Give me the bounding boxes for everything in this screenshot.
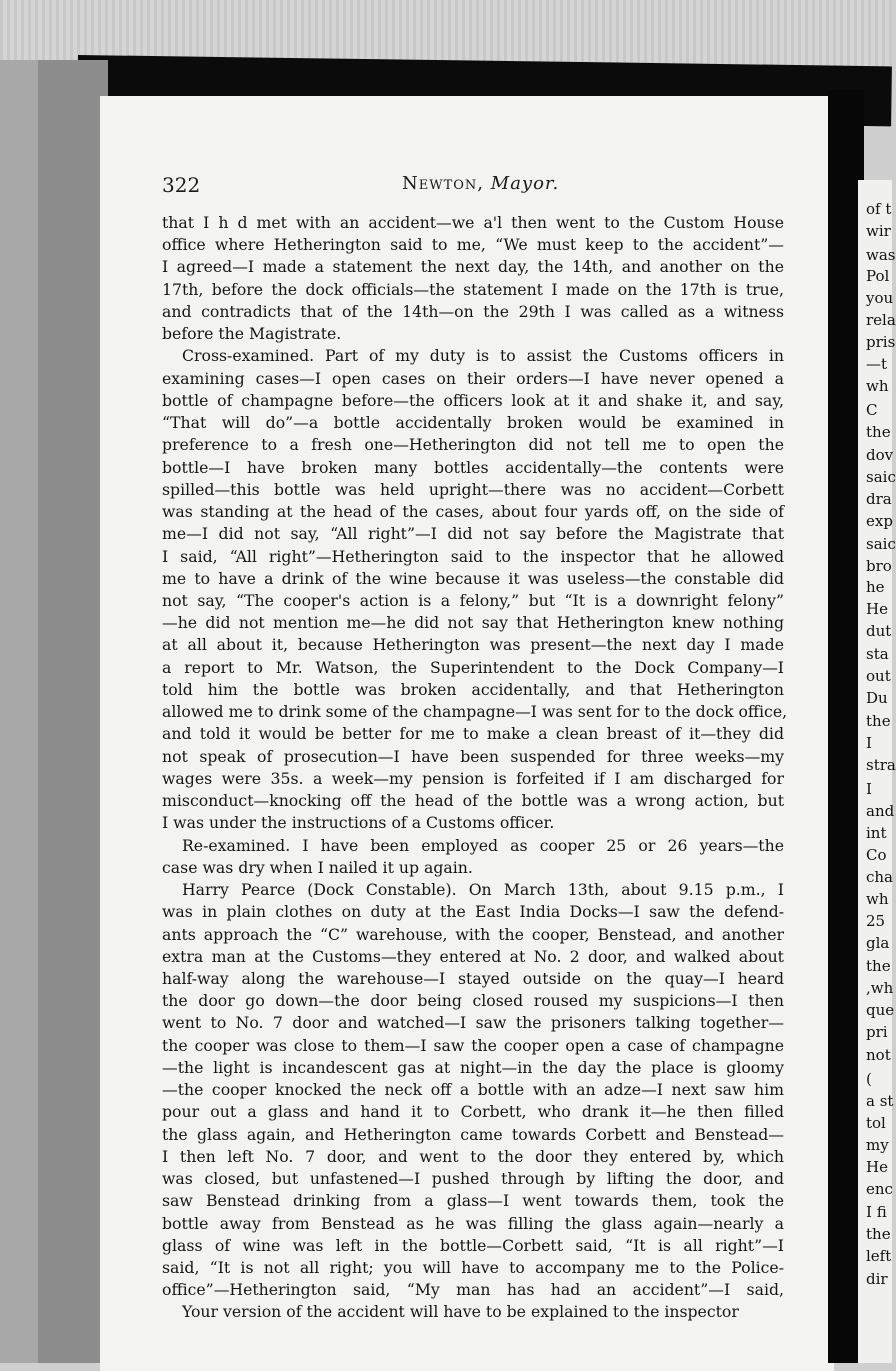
next-page-fragment: He <box>866 1158 888 1176</box>
next-page-fragment: rela <box>866 311 896 329</box>
text-line: “That will do”—a bottle accidentally broken would be examined in <box>162 413 784 433</box>
running-head <box>402 173 559 194</box>
text-line: wages were 35s. a week—my pension is forfeited if I am discharged for <box>162 768 784 788</box>
text-line: —he did not mention me—he did not say that Hetherington knew nothing <box>162 613 784 633</box>
next-page-fragment: wir <box>866 222 891 240</box>
text-line: that I h d met with an accident—we a'l then went to the Custom House <box>162 213 784 232</box>
text-line: the glass again, and Hetherington came towards Corbett and Benstead— <box>162 1124 784 1144</box>
next-page-fragment: dov <box>866 446 894 464</box>
text-line: the cooper was close to them—I saw the cooper open a case of champagne <box>162 1035 784 1055</box>
text-line: Cross-examined. Part of my duty is to assist the Customs officers in <box>182 346 784 366</box>
text-line: saw Benstead drinking from a glass—I went towards them, took the <box>162 1191 784 1211</box>
page-header <box>162 173 782 197</box>
text-line: me—I did not say, “All right”—I did not say before the Magistrate that <box>162 524 784 544</box>
next-page-fragment: out <box>866 667 891 685</box>
next-page-fragment: gla <box>866 934 890 952</box>
next-page-fragment: —t <box>866 355 888 373</box>
next-page-fragment: the <box>866 957 891 975</box>
next-page-fragment: I <box>866 780 872 798</box>
next-page-fragment: 25 <box>866 912 886 930</box>
text-line: was in plain clothes on duty at the East India Docks—I saw the defend- <box>162 902 784 922</box>
next-page-fragment: wh <box>866 890 889 908</box>
next-page-fragment: I <box>866 734 872 752</box>
next-page-fragment: saic <box>866 535 896 553</box>
next-page-fragment: a st <box>866 1092 894 1110</box>
text-line: not say, “The cooper's action is a felony,” but “It is a downright felony” <box>162 590 784 610</box>
next-page-fragment: exp <box>866 512 893 530</box>
next-page-fragment: cha <box>866 868 894 886</box>
text-line: office where Hetherington said to me, “We must keep to the accident”— <box>162 235 784 255</box>
next-page-fragment: enc <box>866 1180 893 1198</box>
next-page-fragment: que <box>866 1001 895 1019</box>
next-page-fragment: you <box>866 289 894 307</box>
text-line: before the Magistrate. <box>162 324 342 344</box>
text-line: told him the bottle was broken accidentally, and that Hetherington <box>162 679 784 699</box>
body-text <box>162 212 788 1324</box>
next-page-fragment: saic <box>866 468 896 486</box>
next-page-fragment: left <box>866 1247 892 1265</box>
text-line: Your version of the accident will have to be explained to the inspector <box>182 1302 739 1322</box>
text-line: 17th, before the dock officials—the statement I made on the 17th is true, <box>162 279 784 299</box>
next-page-fragment: bro <box>866 557 892 575</box>
left-page-edge-light <box>0 60 38 1363</box>
next-page-fragment: int <box>866 824 887 842</box>
text-line: was standing at the head of the cases, about four yards off, on the side of <box>162 502 784 522</box>
next-page-fragment: wh <box>866 377 889 395</box>
next-page-fragment: was <box>866 246 896 264</box>
text-line: half-way along the warehouse—I stayed outside on the quay—I heard <box>162 968 784 988</box>
text-line: spilled—this bottle was held upright—there was no accident—Corbett <box>162 479 784 499</box>
next-page-fragment: C <box>866 401 878 419</box>
running-head-title: Mayor. <box>490 173 560 194</box>
text-line: glass of wine was left in the bottle—Corbett said, “It is all right”—I <box>162 1235 784 1255</box>
next-page-fragment: He <box>866 600 888 618</box>
text-line: misconduct—knocking off the head of the bottle was a wrong action, but <box>162 791 784 811</box>
next-page-fragment: pris <box>866 333 896 351</box>
text-line: I was under the instructions of a Customs officer. <box>162 813 555 833</box>
text-line: a report to Mr. Watson, the Superintendent to the Dock Company—I <box>162 657 784 677</box>
text-line: Harry Pearce (Dock Constable). On March 13th, about 9.15 p.m., I <box>182 880 784 900</box>
text-line: —the cooper knocked the neck off a bottle with an adze—I next saw him <box>162 1080 784 1100</box>
next-page-fragment: the <box>866 423 891 441</box>
next-page-fragment: pri <box>866 1023 888 1041</box>
text-line: I said, “All right”—Hetherington said to the inspector that he allowed <box>162 546 784 566</box>
next-page-fragment: and <box>866 802 895 820</box>
next-page-fragment: dut <box>866 622 892 640</box>
next-page-fragment: my <box>866 1136 889 1154</box>
next-page-fragment: Co <box>866 846 887 864</box>
text-line: bottle away from Benstead as he was filling the glass again—nearly a <box>162 1213 784 1233</box>
text-line: allowed me to drink some of the champagne—I was sent for to the dock office, <box>162 702 788 722</box>
next-page-fragment: he <box>866 578 885 596</box>
next-page-fragment: the <box>866 1225 891 1243</box>
text-line: at all about it, because Hetherington was present—the next day I made <box>162 635 784 655</box>
next-page-fragment: Pol <box>866 267 890 285</box>
next-page-fragment: the <box>866 712 891 730</box>
text-line: said, “It is not all right; you will have to accompany me to the Police- <box>162 1258 784 1278</box>
next-page-fragment: tol <box>866 1114 886 1132</box>
next-page-fragment: I fi <box>866 1203 887 1221</box>
text-line: and contradicts that of the 14th—on the 29th I was called as a witness <box>162 301 784 321</box>
text-line: office”—Hetherington said, “My man has had an accident”—I said, <box>162 1280 784 1300</box>
text-line: was closed, but unfastened—I pushed through by lifting the door, and <box>162 1169 784 1189</box>
next-page-fragment: dra <box>866 490 892 508</box>
text-line: me to have a drink of the wine because it was useless—the constable did <box>162 568 784 588</box>
page-number: 322 <box>162 173 201 197</box>
text-line: the door go down—the door being closed roused my suspicions—I then <box>162 991 784 1011</box>
text-line: I then left No. 7 door, and went to the door they entered by, which <box>162 1146 784 1166</box>
next-page-fragment: Du <box>866 689 888 707</box>
text-line: examining cases—I open cases on their orders—I have never opened a <box>162 368 784 388</box>
next-page-fragment: ( <box>866 1070 872 1088</box>
text-line: bottle—I have broken many bottles accidentally—the contents were <box>162 457 784 477</box>
next-page-fragment: of t <box>866 200 892 218</box>
text-line: —the light is incandescent gas at night—in the day the place is gloomy <box>162 1057 784 1077</box>
next-page-fragment: dir <box>866 1270 888 1288</box>
next-page-fragment: ,wh <box>866 979 894 997</box>
text-line: pour out a glass and hand it to Corbett, who drank it—he then filled <box>162 1102 784 1122</box>
text-line: I agreed—I made a statement the next day, the 14th, and another on the <box>162 257 784 277</box>
next-page-fragment: stra <box>866 756 896 774</box>
next-page-fragment: not <box>866 1046 891 1064</box>
text-line: and told it would be better for me to make a clean breast of it—they did <box>162 724 784 744</box>
text-line: extra man at the Customs—they entered at No. 2 door, and walked about <box>162 946 784 966</box>
text-line: bottle of champagne before—the officers look at it and shake it, and say, <box>162 390 784 410</box>
text-line: Re-examined. I have been employed as cooper 25 or 26 years—the <box>182 835 784 855</box>
text-line: ants approach the “C” warehouse, with the cooper, Benstead, and another <box>162 924 784 944</box>
text-line: case was dry when I nailed it up again. <box>162 857 473 877</box>
text-line: preference to a fresh one—Hetherington did not tell me to open the <box>162 435 784 455</box>
text-line: went to No. 7 door and watched—I saw the prisoners talking together— <box>162 1013 784 1033</box>
next-page-fragment: sta <box>866 645 889 663</box>
text-line: not speak of prosecution—I have been suspended for three weeks—my <box>162 746 784 766</box>
running-head-name: Newton, <box>402 173 485 194</box>
